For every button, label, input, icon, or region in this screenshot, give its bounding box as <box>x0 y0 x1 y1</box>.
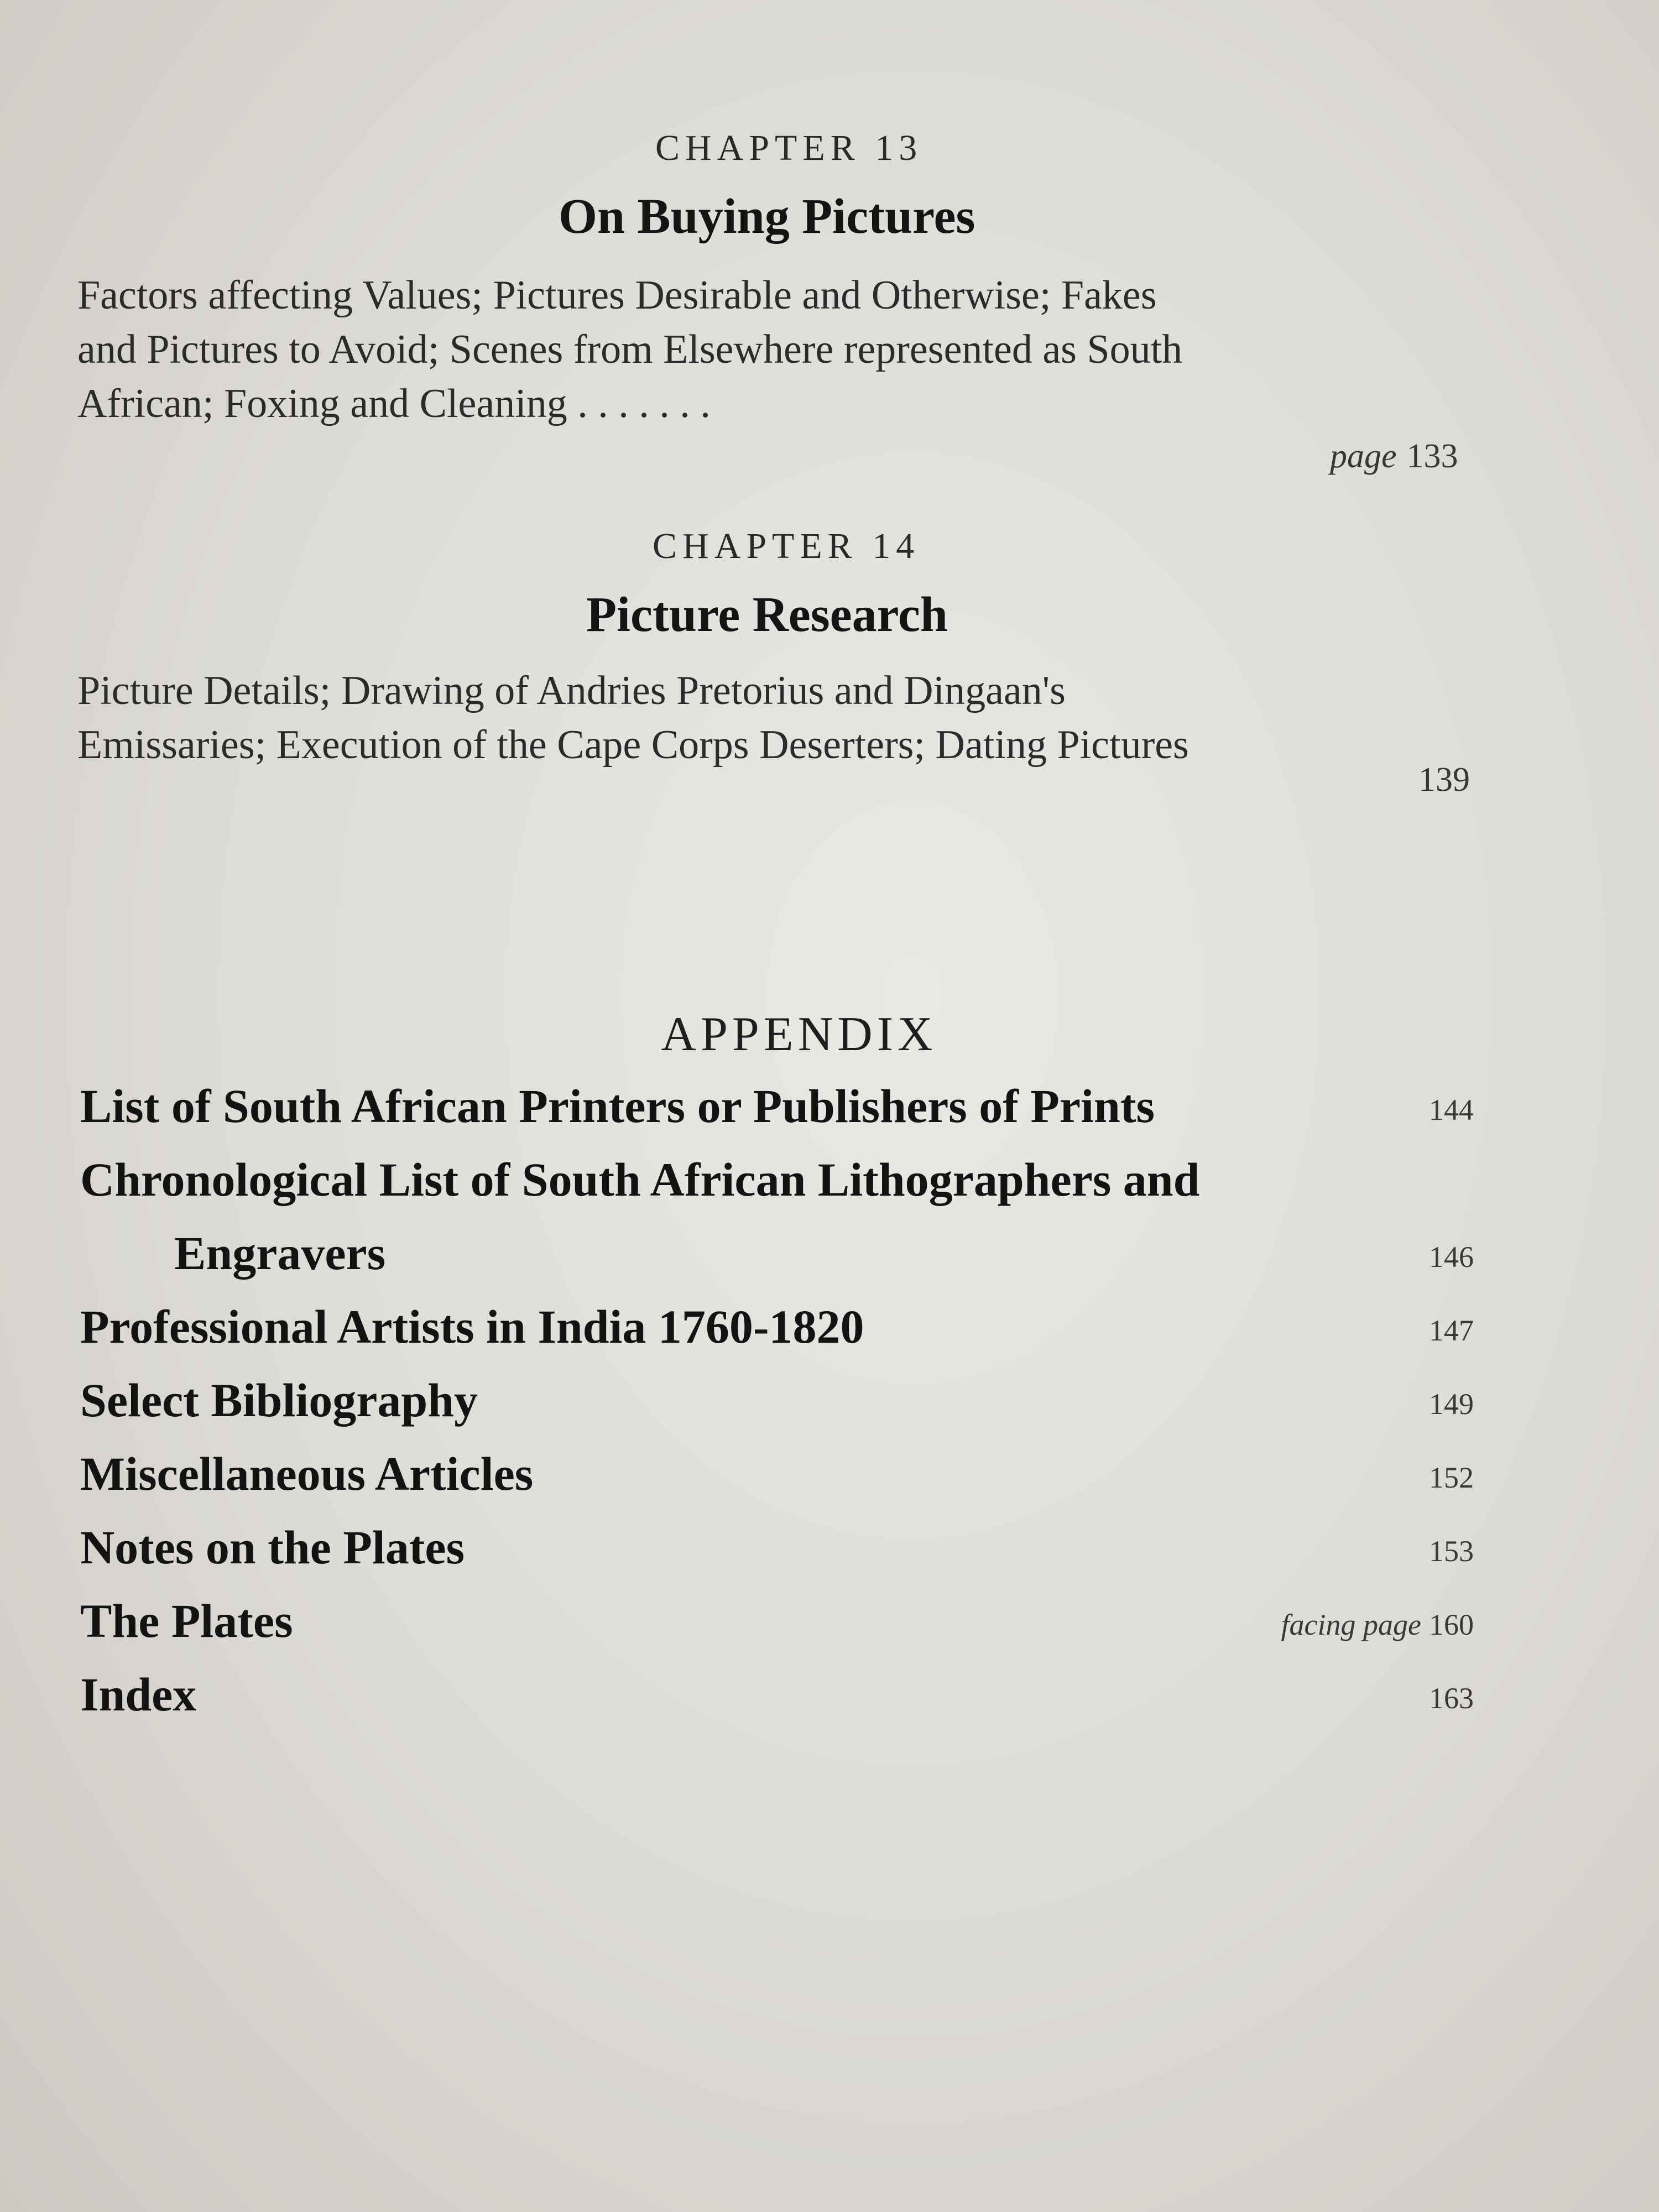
chapter-14-summary-line: Picture Details; Drawing of Andries Pretorius and Dingaan's <box>77 668 1066 713</box>
chapter-13-heading: CHAPTER 13 <box>655 128 923 168</box>
chapter-13-title: On Buying Pictures <box>559 189 975 244</box>
page-number: 160 <box>1429 1608 1474 1641</box>
page-label: page <box>1330 437 1397 475</box>
appendix-item-title: Chronological List of South African Lithographers and <box>80 1153 1200 1206</box>
appendix-item-title: Engravers <box>174 1227 386 1280</box>
chapter-13-summary-line: African; Foxing and Cleaning . . . . . . . <box>77 381 711 426</box>
page-number: 139 <box>1418 761 1470 799</box>
appendix-item <box>80 1152 1474 1224</box>
appendix-item <box>80 1446 1474 1518</box>
appendix-item-title: Miscellaneous Articles <box>80 1447 534 1500</box>
appendix-item-page: 163 <box>1429 1682 1474 1715</box>
page-number: 133 <box>1406 437 1458 475</box>
appendix-item-page: 149 <box>1429 1387 1474 1421</box>
appendix-item-title: Notes on the Plates <box>80 1521 465 1574</box>
appendix-item-page: 144 <box>1429 1093 1474 1126</box>
page-label: facing page <box>1281 1608 1421 1641</box>
appendix-item-title: Index <box>80 1668 197 1721</box>
appendix-item-title: The Plates <box>80 1594 293 1647</box>
appendix-item-title: Select Bibliography <box>80 1374 478 1427</box>
appendix-item-page: 147 <box>1429 1314 1474 1347</box>
appendix-item-page-ref <box>1281 1608 1474 1642</box>
appendix-item-page: 153 <box>1429 1535 1474 1568</box>
appendix-item <box>80 1373 1474 1444</box>
chapter-14-heading: CHAPTER 14 <box>653 526 920 566</box>
appendix-item <box>80 1078 1474 1150</box>
appendix-item <box>80 1593 1474 1665</box>
chapter-13-summary-line: Factors affecting Values; Pictures Desirable and Otherwise; Fakes <box>77 273 1157 318</box>
chapter-13-page-ref <box>1330 437 1458 476</box>
appendix-item <box>80 1225 1474 1297</box>
chapter-14-title: Picture Research <box>586 587 948 642</box>
appendix-item <box>80 1667 1474 1739</box>
chapter-14-summary-line: Emissaries; Execution of the Cape Corps Deserters; Dating Pictures <box>77 722 1189 768</box>
chapter-14-page-ref <box>1418 760 1470 800</box>
chapter-14-summary <box>77 664 1380 772</box>
appendix-heading: APPENDIX <box>661 1008 937 1061</box>
chapter-13-summary-line: and Pictures to Avoid; Scenes from Elsewhere represented as South <box>77 327 1183 372</box>
appendix-item-page: 152 <box>1429 1461 1474 1494</box>
appendix-item-page: 146 <box>1429 1240 1474 1274</box>
appendix-item-title: Professional Artists in India 1760-1820 <box>80 1300 864 1353</box>
appendix-item <box>80 1520 1474 1592</box>
appendix-item-title: List of South African Printers or Publishers of Prints <box>80 1079 1155 1133</box>
appendix-item <box>80 1299 1474 1371</box>
chapter-13-summary <box>77 268 1399 431</box>
